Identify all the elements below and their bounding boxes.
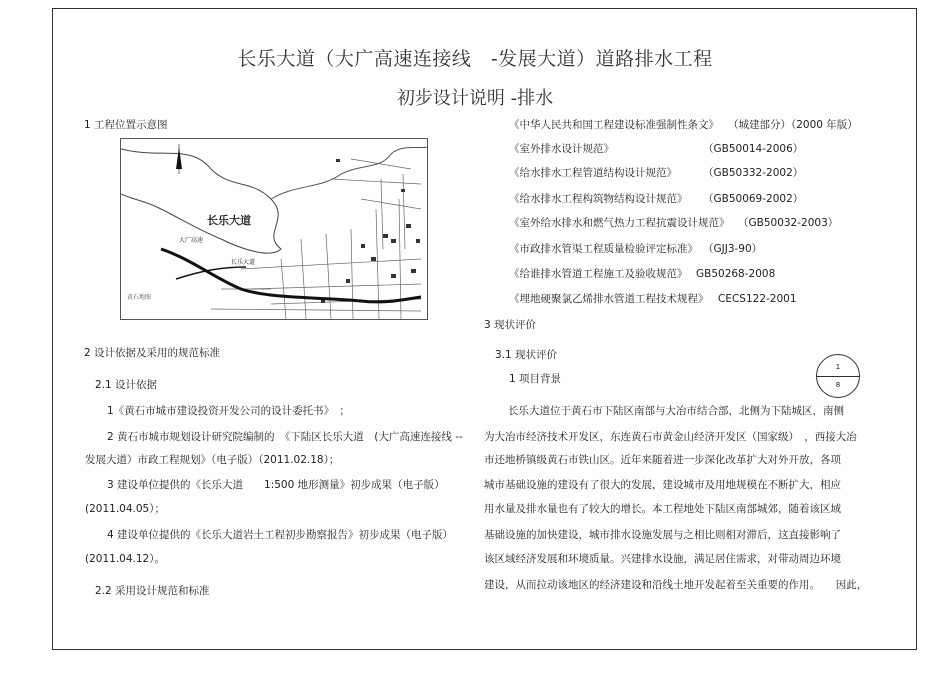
map-label-main: 长乐大道 [207,214,251,227]
standard-1-name: 《中华人民共和国工程建设标准强制性条文》 [509,119,719,131]
document-subtitle: 初步设计说明 -排水 [396,88,554,109]
basis-line-6: 4 建设单位提供的《长乐大道岩土工程初步勘察报告》初步成果（电子版） [107,529,454,541]
background-paragraph-line-4: 城市基础设施的建设有了很大的发展，建设城市及用地规模在不断扩大，相应 [484,479,841,491]
basis-line-7: (2011.04.12）。 [85,553,165,565]
section-2-heading: 2 设计依据及采用的规范标准 [84,347,221,359]
basis-line-5: (2011.04.05）； [85,503,165,515]
basis-line-2: 2 黄石市城市规划设计研究院编制的 《下陆区长乐大道 (大广高速连接线 -- [107,431,463,443]
standard-8-code: CECS122-2001 [718,293,797,305]
project-background-heading: 1 项目背景 [509,373,562,385]
background-paragraph-line-5: 用水量及排水量也有了较大的增长。本工程地处下陆区南部城郊，随着该区域 [484,503,841,515]
standard-7-code: GB50268-2008 [696,268,776,280]
standard-6-name: 《市政排水管渠工程质量检验评定标准》 [509,243,698,255]
standard-8-name: 《埋地硬聚氯乙烯排水管道工程技术规程》 [509,293,709,305]
map-drawing [121,139,427,319]
standard-2-code: （GB50014-2006） [703,143,804,155]
section-2-1-heading: 2.1 设计依据 [95,379,158,391]
document-title: 长乐大道（大广高速连接线 -发展大道）道路排水工程 [237,48,713,70]
standard-3-code: （GB50332-2002） [703,167,804,179]
section-2-2-heading: 2.2 采用设计规范和标准 [95,585,210,597]
standard-4-name: 《给水排水工程构筑物结构设计规范》 [509,193,688,205]
section-1-heading: 1 工程位置示意图 [84,119,168,131]
standard-4-code: （GB50069-2002） [703,193,804,205]
background-paragraph-line-1: 长乐大道位于黄石市下陆区南部与大冶市结合部，北侧为下陆城区，南侧 [508,405,844,417]
page-number-total: 8 [835,381,841,389]
map-label-small-1: 大广高速 [179,237,204,244]
standard-7-name: 《给谁排水管道工程施工及验收规范》 [509,268,688,280]
section-3-1-heading: 3.1 现状评价 [495,349,558,361]
page-number-divider [817,376,859,377]
background-paragraph-line-7: 该区域经济发展和环境质量。兴建排水设施，满足居住需求，对带动周边环境 [484,553,841,565]
background-paragraph-line-6: 基础设施的加快建设，城市排水设施发展与之相比则相对滞后，这直接影响了 [484,529,841,541]
page-number-current: 1 [835,363,841,371]
section-3-heading: 3 现状评价 [484,319,537,331]
basis-line-1: 1《黄石市城市建设投资开发公司的设计委托书》 ； [107,405,350,417]
background-paragraph-line-3: 市还地桥镇级黄石市铁山区。近年来随着进一步深化改革扩大对外开放，各项 [484,454,841,466]
standard-3-name: 《给水排水工程管道结构设计规范》 [509,167,677,179]
background-paragraph-line-2: 为大冶市经济技术开发区，东连黄石市黄金山经济开发区（国家级） ，西接大冶 [484,431,857,443]
map-label-corner: 黄石地图 [127,294,152,301]
basis-line-4: 3 建设单位提供的《长乐大道 1:500 地形测量》初步成果（电子版） [107,479,445,491]
map-label-small-2: 长乐大道 [231,259,256,266]
standard-1-code: （城建部分）（2000 年版） [728,119,858,131]
basis-line-3: 发展大道）市政工程规划》（电子版）（2011.02.18）； [85,454,340,466]
standard-2-name: 《室外排水设计规范》 [509,143,614,155]
standard-6-code: （GJJ3-90） [703,243,763,255]
standard-5-name: 《室外给水排水和燃气热力工程抗震设计规范》 [509,217,730,229]
location-map [120,138,428,320]
background-paragraph-line-8: 建设，从而拉动该地区的经济建设和沿线土地开发起着至关重要的作用。 因此， [484,579,868,591]
standard-5-code: （GB50032-2003） [738,217,839,229]
page-number-circle [816,354,860,398]
